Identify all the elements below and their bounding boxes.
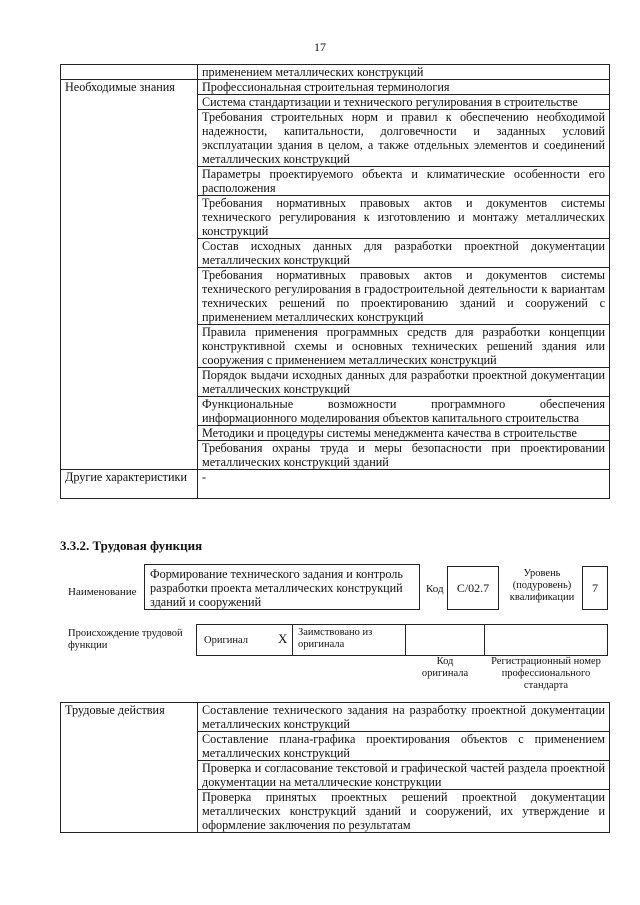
level-box xyxy=(582,566,608,610)
actions-label: Трудовые действия xyxy=(61,703,198,833)
original-label: Оригинал xyxy=(204,635,248,646)
knowledge-item: Требования нормативных правовых актов и документов системы технического регулирования в градостроительной деятельности к вариантам технических решений по проектированию зданий и сооружений с применением металлических конструкций xyxy=(198,268,610,325)
knowledge-item: Требования строительных норм и правил к обеспечению необходимой надежности, капитальности, долговечности и заданных условий эксплуатации здания в целом, а также отдельных элементов и соединений металлических конструкций xyxy=(198,110,610,167)
level-value: 7 xyxy=(592,581,598,595)
actions-table xyxy=(60,702,610,833)
origin-box xyxy=(196,624,608,656)
action-item: Проверка и согласование текстовой и графической частей раздела проектной документации на металлические конструкции xyxy=(198,761,610,790)
action-item: Проверка принятых проектных решений проектной документации металлических конструкций зданий и сооружений, их утверждение и оформление заключения по результатам xyxy=(198,790,610,833)
knowledge-item: Требования нормативных правовых актов и документов системы технического регулирования к изготовлению и монтажу металлических конструкций xyxy=(198,196,610,239)
divider xyxy=(405,624,406,656)
original-mark: X xyxy=(278,631,288,646)
code-box xyxy=(447,566,499,610)
reg-caption: Регистрационный номер профессионального стандарта xyxy=(491,656,601,691)
function-name-box: Формирование технического задания и контроль разработки проекта металлических конструкций зданий и сооружений xyxy=(144,564,420,610)
knowledge-item: Профессиональная строительная терминология xyxy=(198,80,610,95)
action-item: Составление плана-графика проектирования объектов с применением металлических конструкций xyxy=(198,732,610,761)
name-label: Наименование xyxy=(68,586,137,598)
knowledge-item: Правила применения программных средств для разработки концепции конструктивной схемы и основных технических решений здания или сооружения с применением металлических конструкций xyxy=(198,325,610,368)
table-row xyxy=(61,703,610,732)
table-row xyxy=(61,80,610,95)
continuation-cell: применением металлических конструкций xyxy=(198,65,610,80)
table-row xyxy=(61,65,610,80)
borrowed-label: Заимствовано из оригинала xyxy=(298,627,373,650)
table-cell-empty xyxy=(61,65,198,80)
knowledge-item: Система стандартизации и технического регулирования в строительстве xyxy=(198,95,610,110)
other-label: Другие характеристики xyxy=(61,470,198,499)
knowledge-table xyxy=(60,64,610,499)
action-item: Составление технического задания на разработку проектной документации металлических конструкций xyxy=(198,703,610,732)
knowledge-item: Порядок выдачи исходных данных для разработки проектной документации металлических конструкций xyxy=(198,368,610,397)
knowledge-label: Необходимые знания xyxy=(61,80,198,470)
knowledge-item: Функциональные возможности программного обеспечения информационного моделирования объектов капитального строительства xyxy=(198,397,610,426)
knowledge-item: Методики и процедуры системы менеджмента качества в строительстве xyxy=(198,426,610,441)
knowledge-item: Состав исходных данных для разработки проектной документации металлических конструкций xyxy=(198,239,610,268)
table-row xyxy=(61,470,610,499)
other-value: - xyxy=(198,470,610,499)
code-caption: Код оригинала xyxy=(421,656,469,679)
divider xyxy=(292,624,293,656)
section-title: 3.3.2. Трудовая функция xyxy=(60,538,203,553)
page-number: 17 xyxy=(314,40,326,54)
knowledge-item: Параметры проектируемого объекта и климатические особенности его расположения xyxy=(198,167,610,196)
code-value: C/02.7 xyxy=(456,581,490,595)
level-label: Уровень (подуровень) квалификации xyxy=(509,568,575,603)
divider xyxy=(484,624,485,656)
knowledge-item: Требования охраны труда и меры безопасности при проектировании металлических конструкций зданий xyxy=(198,441,610,470)
code-label: Код xyxy=(426,583,444,595)
origin-label: Происхождение трудовой функции xyxy=(68,628,183,651)
